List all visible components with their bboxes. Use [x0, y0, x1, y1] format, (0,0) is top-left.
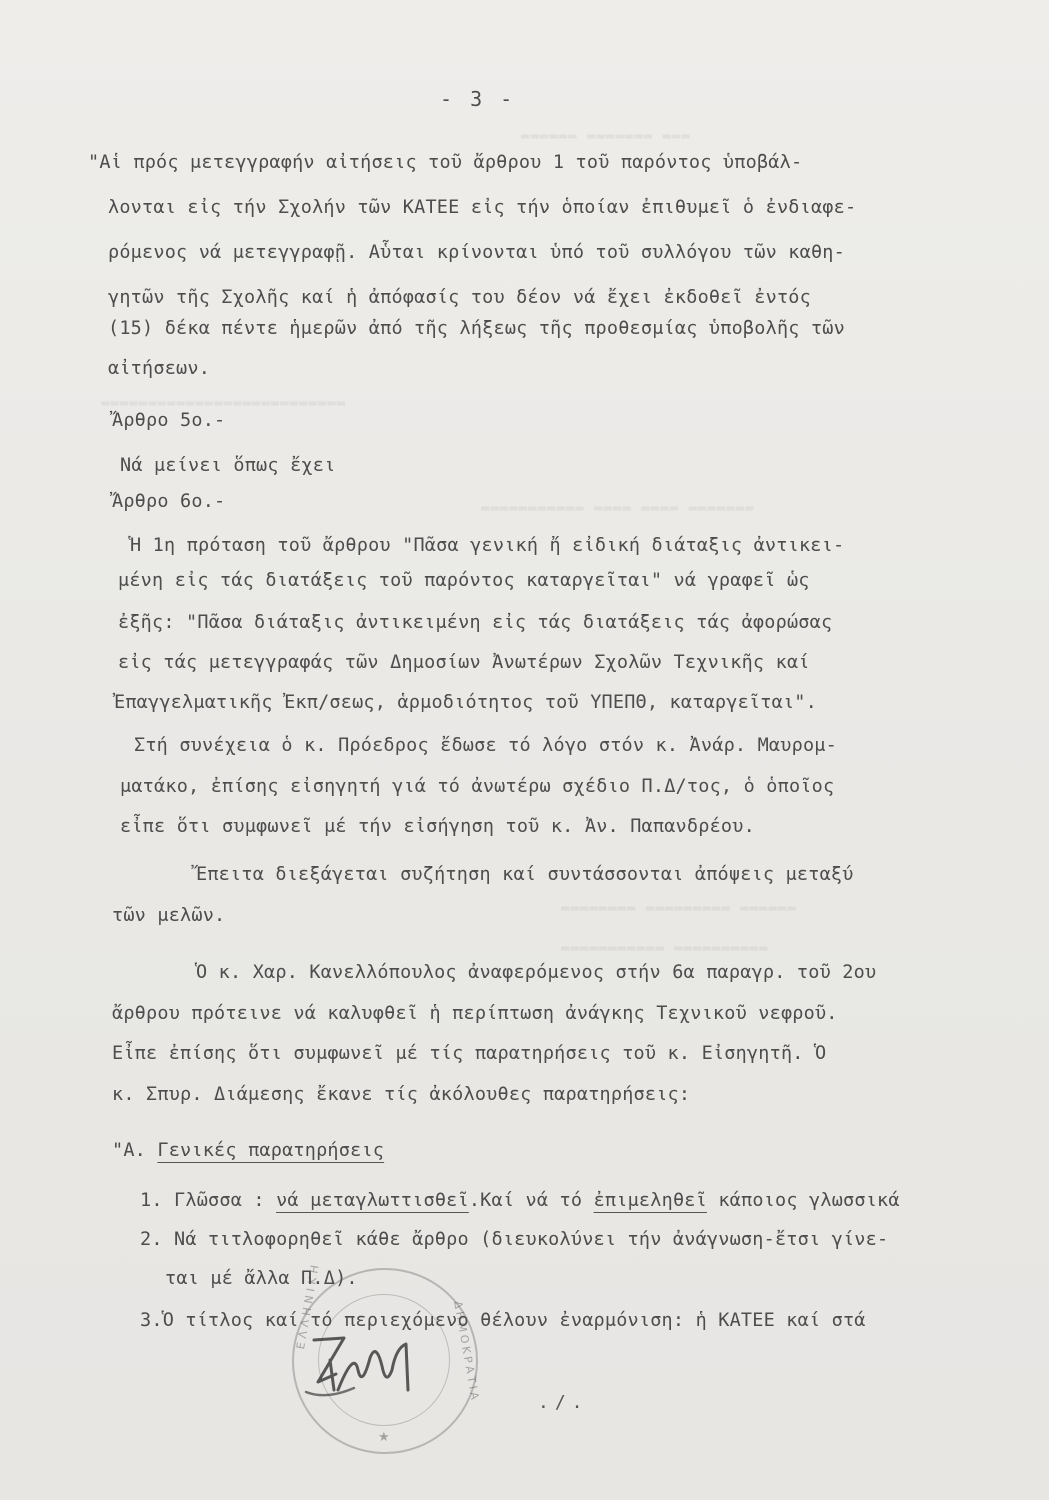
list-item-number: 2.: [140, 1229, 163, 1250]
section-a-title: Γενικές παρατηρήσεις: [157, 1140, 385, 1161]
bleed-through-decoration: ▬▬▬▬▬▬▬▬▬▬▬▬▬▬▬▬▬▬▬▬▬▬▬▬▬▬: [100, 395, 346, 411]
text-line: Νά μείνει ὅπως ἔχει: [120, 455, 336, 476]
list-item-1: [140, 1190, 900, 1212]
list-item-number: 1.: [140, 1190, 163, 1211]
text-line: Εἶπε ἐπίσης ὅτι συμφωνεῖ μέ τίς παρατηρήσεις τοῦ κ. Εἰσηγητῆ. Ὁ: [112, 1043, 827, 1064]
bleed-through-decoration: ▬▬▬▬▬▬ ▬▬▬▬▬▬▬▬▬ ▬▬▬▬▬▬▬▬: [560, 900, 796, 916]
text-line: κ. Σπυρ. Διάμεσης ἔκανε τίς ἀκόλουθες παρατηρήσεις:: [112, 1084, 691, 1105]
handwritten-signature: [296, 1330, 436, 1410]
bleed-through-decoration: ▬▬▬ ▬▬▬▬▬▬▬ ▬▬▬▬▬▬: [520, 128, 690, 144]
seal-text-left: ΕΛΛΗΝΙΚΗ: [294, 1260, 323, 1351]
text-line: Ἔπειτα διεξάγεται συζήτηση καί συντάσσονται ἀπόψεις μεταξύ: [196, 864, 854, 885]
text-line: Ὁ κ. Χαρ. Κανελλόπουλος ἀναφερόμενος στήν 6α παραγρ. τοῦ 2ου: [196, 962, 877, 983]
list-item-text: .Καί νά τό: [468, 1190, 583, 1211]
text-line: ματάκο, ἐπίσης εἰσηγητή γιά τό ἀνωτέρω σχέδιο Π.Δ/τος, ὁ ὁποῖος: [120, 776, 835, 797]
seal-text-right: ΔΗΜΟΚΡΑΤΙΑ: [451, 1300, 482, 1404]
text-line: ἐξῆς: "Πᾶσα διάταξις ἀντικειμένη εἰς τάς διατάξεις τάς ἀφορώσας: [118, 612, 833, 633]
text-line: ἄρθρου πρότεινε νά καλυφθεῖ ἡ περίπτωση ἀνάγκης Τεχνικοῦ νεφροῦ.: [112, 1003, 838, 1024]
section-a-prefix: "Α.: [112, 1140, 147, 1161]
list-item-number: 3.: [140, 1310, 163, 1331]
text-line: μένη εἰς τάς διατάξεις τοῦ παρόντος καταργεῖται" νά γραφεῖ ὡς: [118, 570, 810, 591]
article-heading: Ἄρθρο 6ο.-: [112, 491, 226, 512]
star-icon: ★: [378, 1430, 390, 1445]
text-line: εἰς τάς μετεγγραφάς τῶν Δημοσίων Ἀνωτέρων Σχολῶν Τεχνικῆς καί: [118, 652, 810, 673]
text-line: Στή συνέχεια ὁ κ. Πρόεδρος ἔδωσε τό λόγο στόν κ. Ἀνάρ. Μαυρομ-: [134, 735, 837, 756]
page-number: - 3 -: [440, 87, 516, 111]
list-item-text: κάποιος γλωσσικά: [718, 1190, 900, 1211]
text-line: αἰτήσεων.: [108, 358, 211, 379]
text-line: Ἐπαγγελματικῆς Ἐκπ/σεως, ἁρμοδιότητος τοῦ ΥΠΕΠΘ, καταργεῖται".: [114, 692, 817, 713]
text-line: Ἡ 1η πρόταση τοῦ ἄρθρου "Πᾶσα γενική ἤ εἰδική διάταξις ἀντικει-: [130, 535, 845, 556]
text-line: "Αἱ πρός μετεγγραφήν αἰτήσεις τοῦ ἄρθρου 1 τοῦ παρόντος ὑποβάλ-: [88, 152, 803, 173]
text-line: λονται εἰς τήν Σχολήν τῶν ΚΑΤΕΕ εἰς τήν ὁποίαν ἐπιθυμεῖ ὁ ἐνδιαφε-: [108, 197, 857, 218]
list-item-text: Ὁ τίτλος καί τό περιεχόμενο θέλουν ἐναρμόνιση: ἡ ΚΑΤΕΕ καί στά: [162, 1310, 866, 1331]
underlined-phrase: ἐπιμεληθεῖ: [593, 1190, 707, 1211]
bleed-through-decoration: ▬▬▬▬▬▬▬▬▬▬ ▬▬▬▬▬▬▬▬▬▬▬: [560, 940, 768, 956]
article-heading: Ἄρθρο 5ο.-: [112, 410, 226, 431]
continuation-mark: ./.: [538, 1392, 589, 1413]
list-item-2-continuation: ται μέ ἄλλα Π.Δ).: [165, 1268, 358, 1289]
list-item-2: [140, 1229, 888, 1251]
list-item-text: Νά τιτλοφορηθεῖ κάθε ἄρθρο (διευκολύνει τήν ἀνάγνωση-ἔτσι γίνε-: [174, 1229, 889, 1250]
text-line: γητῶν τῆς Σχολῆς καί ἡ ἀπόφασίς του δέον νά ἔχει ἐκδοθεῖ ἐντός: [108, 287, 811, 308]
text-line: εἶπε ὅτι συμφωνεῖ μέ τήν εἰσήγηση τοῦ κ. Ἀν. Παπανδρέου.: [120, 816, 755, 837]
text-line: ρόμενος νά μετεγγραφῇ. Αὗται κρίνονται ὑπό τοῦ συλλόγου τῶν καθη-: [108, 242, 845, 263]
list-item-3: [140, 1310, 866, 1332]
underlined-phrase: νά μεταγλωττισθεῖ: [276, 1190, 469, 1211]
text-line: τῶν μελῶν.: [112, 905, 226, 926]
text-line: (15) δέκα πέντε ἡμερῶν ἀπό τῆς λήξεως τῆς προθεσμίας ὑποβολῆς τῶν: [108, 318, 845, 339]
bleed-through-decoration: ▬▬▬▬▬▬▬ ▬▬▬▬ ▬▬▬▬ ▬▬▬▬▬▬▬▬▬▬▬: [480, 500, 754, 516]
list-item-text: Γλῶσσα :: [174, 1190, 265, 1211]
section-a-heading: [112, 1140, 384, 1162]
